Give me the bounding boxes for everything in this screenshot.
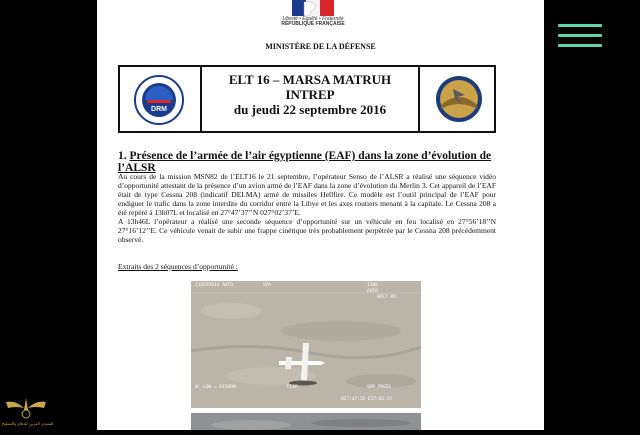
menu-bar-1 xyxy=(558,24,602,27)
section-heading xyxy=(118,150,498,174)
terrain-image-2 xyxy=(191,413,421,430)
hud-top-mid: SPA xyxy=(263,283,272,288)
hud-bottom-coords: N27:47:35 E27:02:37 xyxy=(341,397,393,402)
forum-watermark-icon xyxy=(4,392,48,424)
unit-emblem-icon xyxy=(435,75,483,123)
paragraph-2: A 13h46L l’opérateur a réalisé une seconde séquence d’opportunité sur un véhicule en feu localisé en 27°56’18’’N 27°16’12’’E. Ce véhicule venait de subir une frappe cinétique très probablement perpétrée par le Cessna 208 précédemment observé. xyxy=(118,217,496,244)
drm-label: DRM xyxy=(151,106,167,113)
ministry-heading: MINISTÈRE DE LA DÉFENSE xyxy=(265,42,376,51)
title-frame-divider-right xyxy=(418,65,420,133)
hud-top-left: 21SEP2016 AUTO xyxy=(195,283,233,288)
paragraph-1: Au cours de la mission MSN82 de l’ELT16 le 21 septembre, l’opérateur Senso de l’ALSR a réalisé une séquence vidéo d’opportunité attestant de la présence d’un avion armé de l’EAF dans la zone d’évolution du Merlin 3. Cet appareil de l’EAF était de type Cessna 208 (indicatif DELMA) armé de missiles Hellfire. Ce modèle est l’outil principal de l’EAF pour endiguer le trafic dans la zone interdite du corridor entre la Libye et les axes routiers menant à la capitale. Le Cessna 208 a été repéré à 13h07L et localisé en 27°47’37’’N 027°02’37’E. xyxy=(118,172,496,217)
hud-bottom-mid: FLIR xyxy=(287,385,298,390)
menu-bar-3 xyxy=(558,44,602,47)
menu-button[interactable] xyxy=(558,24,602,48)
title-line-2: INTREP xyxy=(285,87,335,102)
section-title: Présence de l’armée de l’air égyptienne (EAF) dans la zone d’évolution de l’ALSR xyxy=(118,150,492,174)
logo-caption xyxy=(250,17,376,27)
watermark-caption: المنتدى العربي للدفاع والتسليح xyxy=(2,421,54,426)
title-line-3: du jeudi 22 septembre 2016 xyxy=(233,102,387,117)
section-number: 1. xyxy=(118,150,127,162)
video-still-vehicle xyxy=(191,413,421,430)
hud-bottom-right: SPD PREDS xyxy=(367,385,392,390)
extracts-label: Extraits des 2 séquences d’opportunité : xyxy=(118,262,238,271)
menu-bar-2 xyxy=(558,34,602,37)
report-title xyxy=(202,72,418,117)
logo-motto: Liberté • Égalité • Fraternité xyxy=(282,16,344,22)
hud-top-right-1: 1500 xyxy=(367,283,378,288)
title-line-1: ELT 16 – MARSA MATRUH xyxy=(228,72,392,87)
report-body xyxy=(118,172,496,244)
hud-bottom-left: W: LOW = DISARM xyxy=(195,385,236,390)
hud-top-right-3: BPLT 00 xyxy=(377,295,396,300)
video-still-aircraft xyxy=(191,281,421,408)
hud-top-right-2: AUTO xyxy=(367,289,378,294)
logo-republic: RÉPUBLIQUE FRANÇAISE xyxy=(281,21,345,27)
drm-emblem-icon xyxy=(134,75,184,125)
